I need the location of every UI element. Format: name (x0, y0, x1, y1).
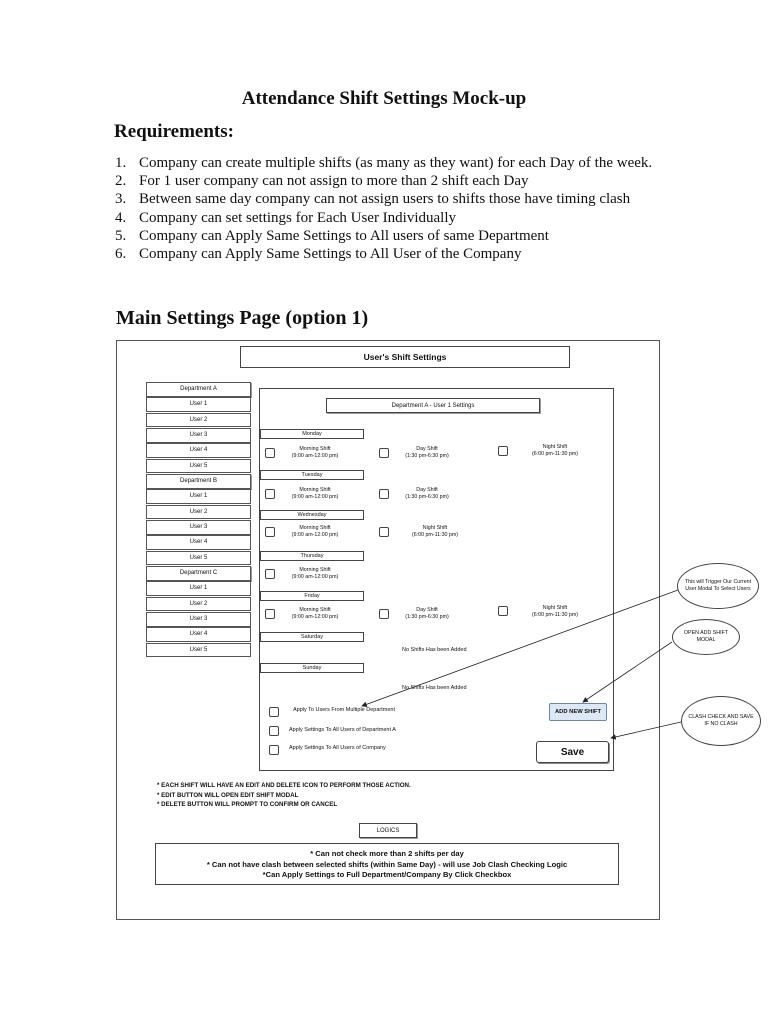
day-tuesday: Tuesday (260, 470, 364, 480)
add-new-shift-button[interactable]: ADD NEW SHIFT (549, 703, 607, 721)
sidebar-user-item[interactable]: User 4 (146, 443, 251, 458)
note-line: * DELETE BUTTON WILL PROMPT TO CONFIRM OR CANCEL (157, 801, 338, 808)
requirement-item: 5. Company can Apply Same Settings to All users of same Department (115, 227, 549, 244)
sidebar-user-item[interactable]: User 2 (146, 413, 251, 428)
sidebar-user-item[interactable]: User 1 (146, 489, 251, 504)
logic-line: * Can not have clash between selected shifts (within Same Day) - will use Job Clash Checking Logic (206, 859, 568, 869)
arrow-clash-check (611, 722, 681, 738)
logic-line: *Can Apply Settings to Full Department/Company By Click Checkbox (262, 870, 512, 879)
sidebar-department-a[interactable]: Department A (146, 382, 251, 397)
day-shift-option: Day Shift (1:30 pm-6:30 pm) (405, 487, 449, 500)
save-button[interactable]: Save (536, 741, 609, 763)
requirement-item: 6. Company can Apply Same Settings to All User of the Company (115, 246, 522, 263)
apply-dept-a-label: Apply Settings To All Users of Department A (289, 727, 396, 733)
sidebar-user-item[interactable]: User 1 (146, 581, 251, 596)
sidebar-department-c[interactable]: Department C (146, 566, 251, 581)
panel-title: Department A - User 1 Settings (326, 398, 540, 413)
night-shift-option: Night Shift (6:00 pm-11:30 pm) (531, 444, 579, 457)
morning-shift-option: Morning Shift (9:00 am-12:00 pm) (291, 525, 339, 538)
night-shift-option: Night Shift (6:00 pm-11:30 pm) (531, 605, 579, 618)
no-shifts-text: No Shifts Has been Added (402, 647, 467, 653)
requirement-item: 4. Company can set settings for Each User Individually (115, 209, 457, 226)
add-shift-callout: OPEN ADD SHIFT MODAL (672, 619, 740, 655)
sidebar-user-item[interactable]: User 5 (146, 643, 251, 658)
sidebar-user-item[interactable]: User 3 (146, 428, 251, 443)
sidebar-user-item[interactable]: User 2 (146, 505, 251, 520)
no-shifts-text: No Shifts Has been Added (402, 685, 467, 691)
note-line: * EDIT BUTTON WILL OPEN EDIT SHIFT MODAL (157, 791, 299, 799)
sidebar-department-b[interactable]: Department B (146, 474, 251, 489)
sidebar-user-item[interactable]: User 5 (146, 551, 251, 566)
mockup-title: User's Shift Settings (240, 346, 570, 368)
requirement-item: 1. Company can create multiple shifts (as many as they want) for each Day of the week. (115, 155, 653, 171)
morning-shift-option: Morning Shift (9:00 am-12:00 pm) (291, 487, 339, 500)
logics-button[interactable]: LOGICS (359, 823, 417, 838)
logic-line: * Can not check more than 2 shifts per day (310, 849, 464, 858)
sidebar-user-item[interactable]: User 2 (146, 597, 251, 612)
day-thursday: Thursday (260, 551, 364, 561)
sidebar-user-item[interactable]: User 4 (146, 627, 251, 642)
day-saturday: Saturday (260, 632, 364, 642)
note-line: * EACH SHIFT WILL HAVE AN EDIT AND DELETE ICON TO PERFORM THOSE ACTION. (157, 782, 411, 789)
day-monday: Monday (260, 429, 364, 439)
morning-shift-option: Morning Shift (9:00 am-12:00 pm) (291, 607, 339, 620)
requirement-item: 2. For 1 user company can not assign to more than 2 shift each Day (115, 173, 529, 190)
clash-check-callout: CLASH CHECK AND SAVE IF NO CLASH (681, 696, 761, 746)
day-shift-option: Day Shift (1:30 pm-6:30 pm) (405, 446, 449, 459)
day-friday: Friday (260, 591, 364, 601)
section-heading: Main Settings Page (option 1) (116, 307, 369, 329)
sidebar-user-item[interactable]: User 3 (146, 612, 251, 627)
user-modal-callout: This will Trigger Our Current User Modal To Select Users (677, 563, 759, 609)
morning-shift-option: Morning Shift (9:00 am-12:00 pm) (291, 567, 339, 580)
apply-multiple-dept-label: Apply To Users From Multiple Department (293, 707, 395, 713)
document-title: Attendance Shift Settings Mock-up (241, 88, 527, 109)
day-wednesday: Wednesday (260, 510, 364, 520)
day-sunday: Sunday (260, 663, 364, 673)
apply-company-label: Apply Settings To All Users of Company (289, 745, 386, 751)
morning-shift-option: Morning Shift (9:00 am-12:00 pm) (291, 446, 339, 459)
day-shift-option: Day Shift (1:30 pm-6:30 pm) (405, 607, 449, 620)
requirement-item: 3. Between same day company can not assign users to shifts those have timing clash (115, 191, 631, 208)
sidebar-user-item[interactable]: User 5 (146, 459, 251, 474)
night-shift-option: Night Shift (6:00 pm-11:30 pm) (411, 525, 459, 538)
sidebar-user-item[interactable]: User 4 (146, 535, 251, 550)
requirements-heading: Requirements: (114, 121, 234, 142)
sidebar-user-item[interactable]: User 1 (146, 397, 251, 412)
arrow-add-shift (583, 642, 672, 702)
sidebar-user-item[interactable]: User 3 (146, 520, 251, 535)
arrow-user-modal (362, 590, 678, 706)
